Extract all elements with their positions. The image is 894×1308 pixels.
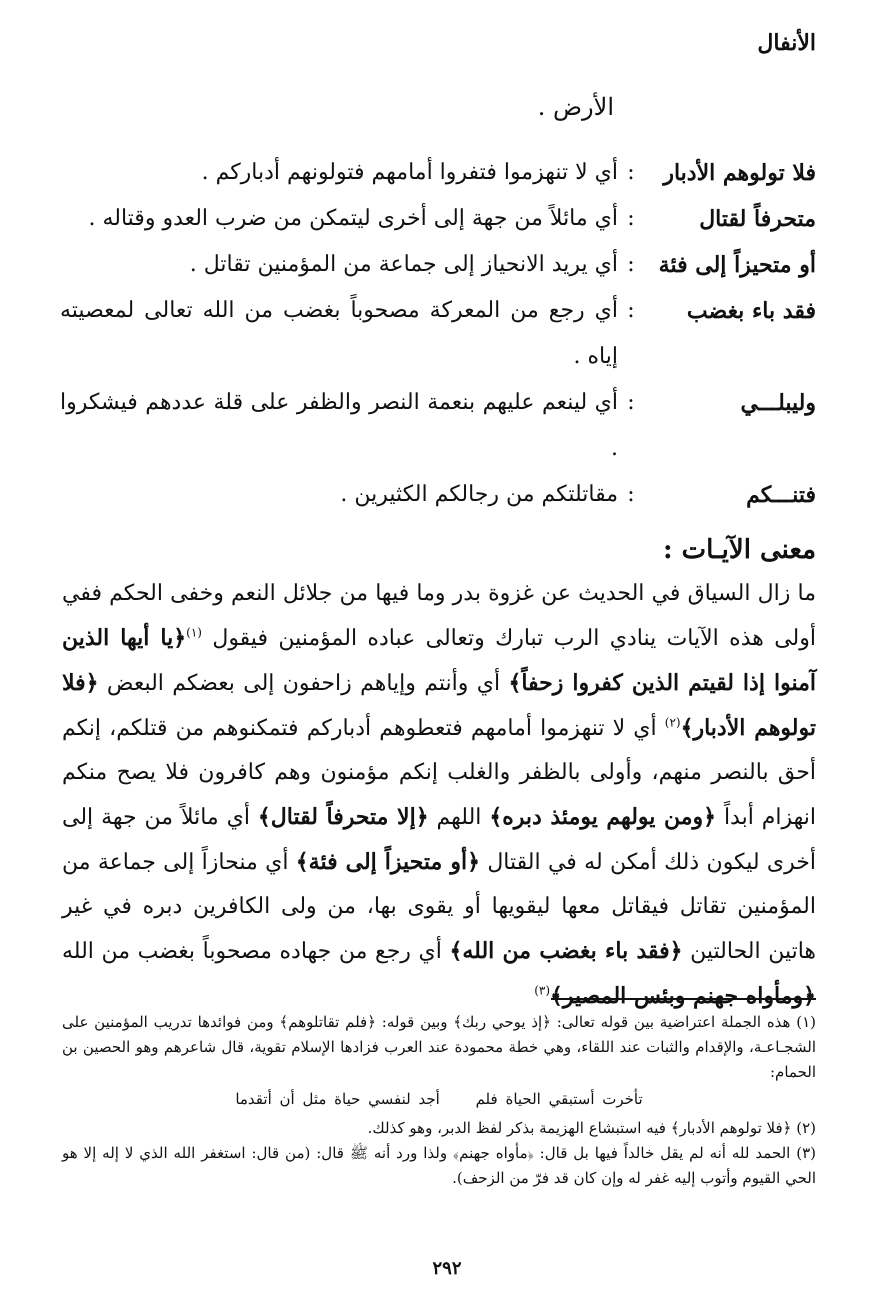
running-header-title: الأنفال bbox=[757, 30, 816, 56]
quran-verse: ﴿فلا تولوهم الأدبار﴾ bbox=[62, 670, 816, 741]
body-text-run: أي لا تنهزموا أمامهم فتعطوهم أدباركم فتمكنوهم من قتلكم، إنكم أحق بالنصر منهم، وأولى بالظفر والغلب إنكم مؤمنون وهم كافرون فلا يصح منكم انهزام أبداً bbox=[62, 716, 817, 830]
glossary-row bbox=[60, 472, 816, 518]
footnotes bbox=[62, 1010, 816, 1191]
quran-verse: ﴿أو متحيزاً إلى فئة﴾ bbox=[295, 849, 480, 875]
footnote-reference: (٣) bbox=[534, 983, 551, 998]
body-text-run: اللهم bbox=[428, 805, 490, 830]
glossary-term: أو متحيزاً إلى فئة bbox=[658, 252, 816, 278]
glossary-colon: : bbox=[627, 206, 635, 231]
glossary-colon: : bbox=[627, 160, 635, 185]
footnote-reference: (٢) bbox=[664, 715, 681, 730]
glossary-row bbox=[60, 380, 816, 472]
footnote-reference: (١) bbox=[186, 625, 202, 640]
poem-first-hemistich: تأخرت أستبقي الحياة فلم bbox=[475, 1090, 643, 1108]
glossary-definition: أي لينعم عليهم بنعمة النصر والظفر على قلة عددهم فيشكروا . bbox=[60, 390, 618, 461]
body-text-run: أي مائلاً من جهة إلى أخرى ليكون ذلك أمكن له في القتال bbox=[62, 805, 816, 875]
glossary-row bbox=[60, 150, 816, 196]
footnote-text: (٢) ﴿فلا تولوهم الأدبار﴾ فيه استبشاع الهزيمة بذكر لفظ الدبر، وهو كذلك. bbox=[367, 1119, 816, 1137]
glossary-colon: : bbox=[627, 482, 635, 507]
glossary-colon: : bbox=[627, 390, 635, 415]
glossary-term: فتنـــكم bbox=[746, 482, 816, 508]
body-text-run: ما زال السياق في الحديث عن غزوة بدر وما فيها من جلائل النعم وخفى الحكم ففي أولى هذه الآيات ينادي الرب تبارك وتعالى عباده المؤمنين فيقول bbox=[62, 581, 816, 651]
quran-verse: ﴿ومن يولهم يومئذ دبره﴾ bbox=[489, 804, 717, 830]
poem-second-hemistich: أجد لنفسي حياة مثل أن أتقدما bbox=[235, 1090, 440, 1108]
body-text-run: أي وأنتم وإياهم زاحفون إلى بعضكم البعض bbox=[98, 671, 509, 696]
glossary-colon: : bbox=[627, 298, 635, 323]
glossary-row bbox=[60, 242, 816, 288]
glossary-term: متحرفاً لقتال bbox=[699, 206, 816, 232]
footnote-separator bbox=[551, 998, 816, 1000]
glossary-row bbox=[60, 288, 816, 380]
poem-verse bbox=[62, 1085, 816, 1116]
footnote-1 bbox=[62, 1010, 816, 1116]
glossary-term: فلا تولوهم الأدبار bbox=[663, 160, 816, 186]
footnote-2 bbox=[62, 1116, 816, 1141]
quran-verse: ﴿يا أيها الذين آمنوا إذا لقيتم الذين كفروا زحفاً﴾ bbox=[62, 625, 816, 696]
footnote-3 bbox=[62, 1141, 816, 1191]
body-text-run: أي رجع من جهاده مصحوباً بغضب من الله bbox=[62, 939, 450, 964]
footnote-text: (٣) الحمد لله أنه لم يقل خالداً فيها بل قال: ﴿مأواه جهنم﴾ ولذا ورد أنه ﷺ قال: (من قال: استغفر الله الذي لا إله إلا هو الحي القيوم وأتوب إليه غفر له وإن كان قد فرّ من الزحف). bbox=[62, 1144, 816, 1187]
glossary-definition: أي يريد الانحياز إلى جماعة من المؤمنين تقاتل . bbox=[189, 252, 618, 277]
quran-verse: ﴿ومأواه جهنم وبئس المصير﴾ bbox=[550, 983, 816, 1009]
glossary-definition: أي مائلاً من جهة إلى أخرى ليتمكن من ضرب العدو وقتاله . bbox=[88, 206, 618, 231]
section-heading: معنى الآيـات : bbox=[663, 535, 816, 565]
footnote-text: (١) هذه الجملة اعتراضية بين قوله تعالى: ﴿إذ يوحي ربك﴾ وبين قوله: ﴿فلم تقاتلوهم﴾ ومن فوائدها تدريب المؤمنين على الشجـاعـة، والإقدام والثبات عند اللقاء، وهي خطة محمودة عند العرب فزادها الإسلام تقوية، قال شاعرهم وهو الحصين بن الحمام: bbox=[62, 1013, 817, 1081]
glossary-definition: مقاتلتكم من رجالكم الكثيرين . bbox=[340, 482, 618, 507]
glossary-colon: : bbox=[627, 252, 635, 277]
page-number: ٢٩٢ bbox=[432, 1258, 462, 1279]
quran-verse: ﴿إلا متحرفاً لقتال﴾ bbox=[257, 804, 429, 830]
body-text-run: أي منحازاً إلى جماعة من المؤمنين تقاتل فيقاتل معها ليقويها أو يقوى بها، من ولى الكافرين دبره في غير هاتين الحالتين bbox=[62, 850, 817, 964]
glossary-row bbox=[60, 196, 816, 242]
glossary-term: فقد باء بغضب bbox=[686, 298, 816, 324]
body-paragraph bbox=[62, 572, 816, 1019]
quran-verse: ﴿فقد باء بغضب من الله﴾ bbox=[449, 938, 683, 964]
glossary-definition: أي رجع من المعركة مصحوباً بغضب من الله تعالى لمعصيته إياه . bbox=[60, 298, 618, 369]
glossary-term: وليبلـــي bbox=[740, 390, 816, 416]
glossary-definition: أي لا تنهزموا فتفروا أمامهم فتولونهم أدباركم . bbox=[201, 160, 618, 185]
glossary-list bbox=[60, 150, 816, 518]
continued-text-line: الأرض . bbox=[537, 93, 614, 121]
